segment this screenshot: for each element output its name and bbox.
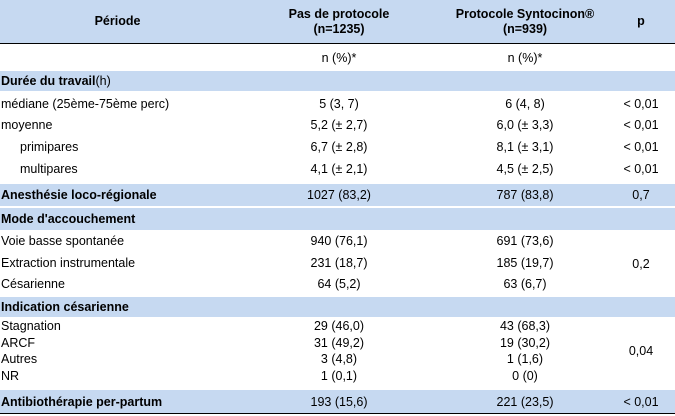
unit-pas: n (%)* [321, 50, 357, 65]
table-row [0, 114, 675, 136]
cells-proto [443, 317, 607, 385]
table-row [0, 136, 675, 158]
row-label: NR [1, 368, 20, 383]
table-header-row [0, 0, 675, 43]
header-proto-line1: Protocole Syntocinon® [455, 6, 595, 21]
divider [0, 413, 675, 414]
header-p: p [637, 14, 645, 28]
cell-pas: 1 (0,1) [320, 368, 358, 383]
cell-pas: 31 (49,2) [313, 335, 365, 350]
cell-p: < 0,01 [623, 140, 659, 154]
cell-pas: 64 (5,2) [317, 277, 361, 292]
row-label: multipares [20, 162, 78, 176]
row-label: Voie basse spontanée [1, 234, 125, 249]
section-indication-cesarienne [0, 297, 675, 317]
section-duree-unit: (h) [95, 74, 111, 88]
row-labels [0, 230, 235, 297]
cell-pas: 3 (4,8) [320, 352, 358, 366]
cell-pas: 1027 (83,2) [307, 188, 371, 202]
row-label: Extraction instrumentale [1, 255, 136, 270]
cell-proto: 43 (68,3) [499, 319, 551, 333]
cell-pas: 5,2 (± 2,7) [310, 118, 368, 132]
mode-rows [0, 230, 675, 297]
cell-pas: 231 (18,7) [310, 255, 368, 270]
row-labels [0, 317, 235, 385]
row-antibiotherapie [0, 390, 675, 413]
section-duree-title: Durée du travail [1, 74, 96, 88]
cell-p: 0,2 [632, 256, 650, 271]
unit-proto: n (%)* [507, 50, 543, 65]
header-protocole-syntocinon [443, 0, 607, 43]
row-label: Stagnation [1, 319, 61, 333]
row-label: ARCF [1, 335, 36, 350]
table-row [0, 158, 675, 180]
cell-pas: 6,7 (± 2,8) [310, 140, 368, 154]
section-title [0, 71, 235, 91]
cell-proto: 787 (83,8) [496, 188, 554, 202]
row-label: Césarienne [1, 277, 65, 292]
row-label: moyenne [1, 118, 53, 132]
cells-pas [235, 317, 443, 385]
cell-proto: 8,1 (± 3,1) [496, 140, 554, 154]
cell-proto: 0 (0) [512, 368, 538, 383]
cell-p: 0,04 [628, 344, 654, 358]
indication-rows [0, 317, 675, 385]
cells-pas [235, 230, 443, 297]
row-anesthesie [0, 184, 675, 206]
section-title: Mode d'accouchement [1, 212, 136, 226]
cell-p: < 0,01 [623, 394, 659, 409]
units-row [0, 44, 675, 71]
cell-proto: 221 (23,5) [496, 394, 554, 409]
row-label: médiane (25ème-75ème perc) [1, 96, 170, 111]
cell-proto: 63 (6,7) [503, 277, 547, 292]
cell-p: < 0,01 [623, 118, 659, 132]
row-label: primipares [20, 140, 79, 154]
cells-proto [443, 230, 607, 297]
cell-p: 0,7 [632, 188, 650, 202]
header-pas-de-protocole [235, 0, 443, 43]
cell-pas: 5 (3, 7) [319, 96, 359, 111]
cell-p: < 0,01 [623, 162, 659, 176]
cell-proto: 4,5 (± 2,5) [496, 162, 554, 176]
table-row [0, 93, 675, 114]
section-mode-accouchement [0, 208, 675, 230]
cell-pas: 29 (46,0) [313, 319, 365, 333]
cell-pas: 193 (15,6) [310, 394, 368, 409]
header-periode: Période [94, 14, 141, 28]
row-label: Antibiothérapie per-partum [1, 394, 163, 409]
cell-proto: 691 (73,6) [496, 234, 554, 249]
cell-proto: 19 (30,2) [499, 335, 551, 350]
header-pas-line2: (n=1235) [313, 21, 365, 36]
section-duree-du-travail [0, 71, 675, 91]
cell-proto: 1 (1,6) [506, 352, 544, 366]
section-title: Indication césarienne [1, 300, 129, 314]
cell-proto: 6 (4, 8) [505, 96, 545, 111]
cell-pas: 4,1 (± 2,1) [310, 162, 368, 176]
row-label: Anesthésie loco-régionale [1, 188, 157, 202]
cell-proto: 185 (19,7) [496, 255, 554, 270]
row-label: Autres [1, 352, 38, 366]
header-proto-line2: (n=939) [502, 21, 548, 36]
cell-proto: 6,0 (± 3,3) [496, 118, 554, 132]
cell-pas: 940 (76,1) [310, 234, 368, 249]
header-pas-line1: Pas de protocole [288, 6, 390, 21]
cell-p: < 0,01 [623, 96, 659, 111]
